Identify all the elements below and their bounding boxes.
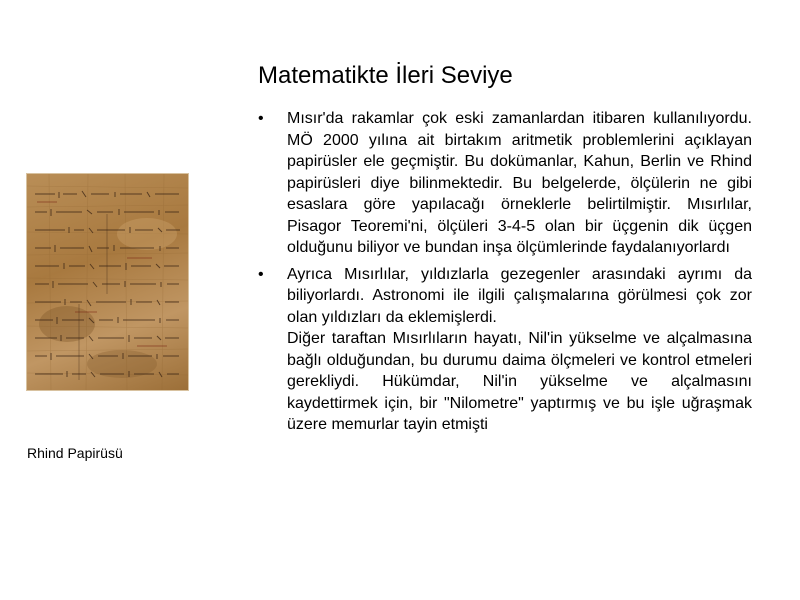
papyrus-texture <box>27 174 188 390</box>
bullet-item <box>258 264 752 436</box>
bullet-marker: • <box>258 265 264 283</box>
slide-title: Matematikte İleri Seviye <box>258 62 513 89</box>
image-caption: Rhind Papirüsü <box>27 445 123 461</box>
bullet-text: Mısır'da rakamlar çok eski zamanlardan itibaren kullanılıyordu. MÖ 2000 yılına ait birtakım aritmetik problemlerini açıklayan papirüsler ele geçmiştir. Bu dokümanlar, Kahun, Berlin ve Rhind papirüsleri diye bilinmektedir. Bu belgelerde, ölçülerin ne gibi esaslara göre yapılacağı örneklerle belirtilmiştir. Mısırlılar, Pisagor Teoremi'ni, ölçüleri 3-4-5 olan bir üçgenin dik üçgen olduğunu biliyor ve bundan inşa ölçümlerinde faydalanıyorlardı <box>287 110 752 256</box>
bullet-item <box>258 108 752 259</box>
bullet-list <box>258 108 752 441</box>
papyrus-image <box>27 174 188 390</box>
bullet-text: Ayrıca Mısırlılar, yıldızlarla gezegenler arasındaki ayrımı da biliyorlardı. Astronomi ile ilgili çalışmalarına görülmesi çok zor olan yıldızları da eklemişlerdi. <box>287 265 752 326</box>
bullet-continuation-text: Diğer taraftan Mısırlıların hayatı, Nil'in yükselme ve alçalmasına bağlı olduğundan, bu durumu daima ölçmeleri ve kontrol etmeleri gerekliydi. Hükümdar, Nil'in yükselme ve alçalmasını kaydettirmek için, bir "Nilometre" yaptırmış ve bu işle uğraşmak üzere memurlar tayin etmişti <box>287 330 752 433</box>
bullet-marker: • <box>258 110 264 127</box>
